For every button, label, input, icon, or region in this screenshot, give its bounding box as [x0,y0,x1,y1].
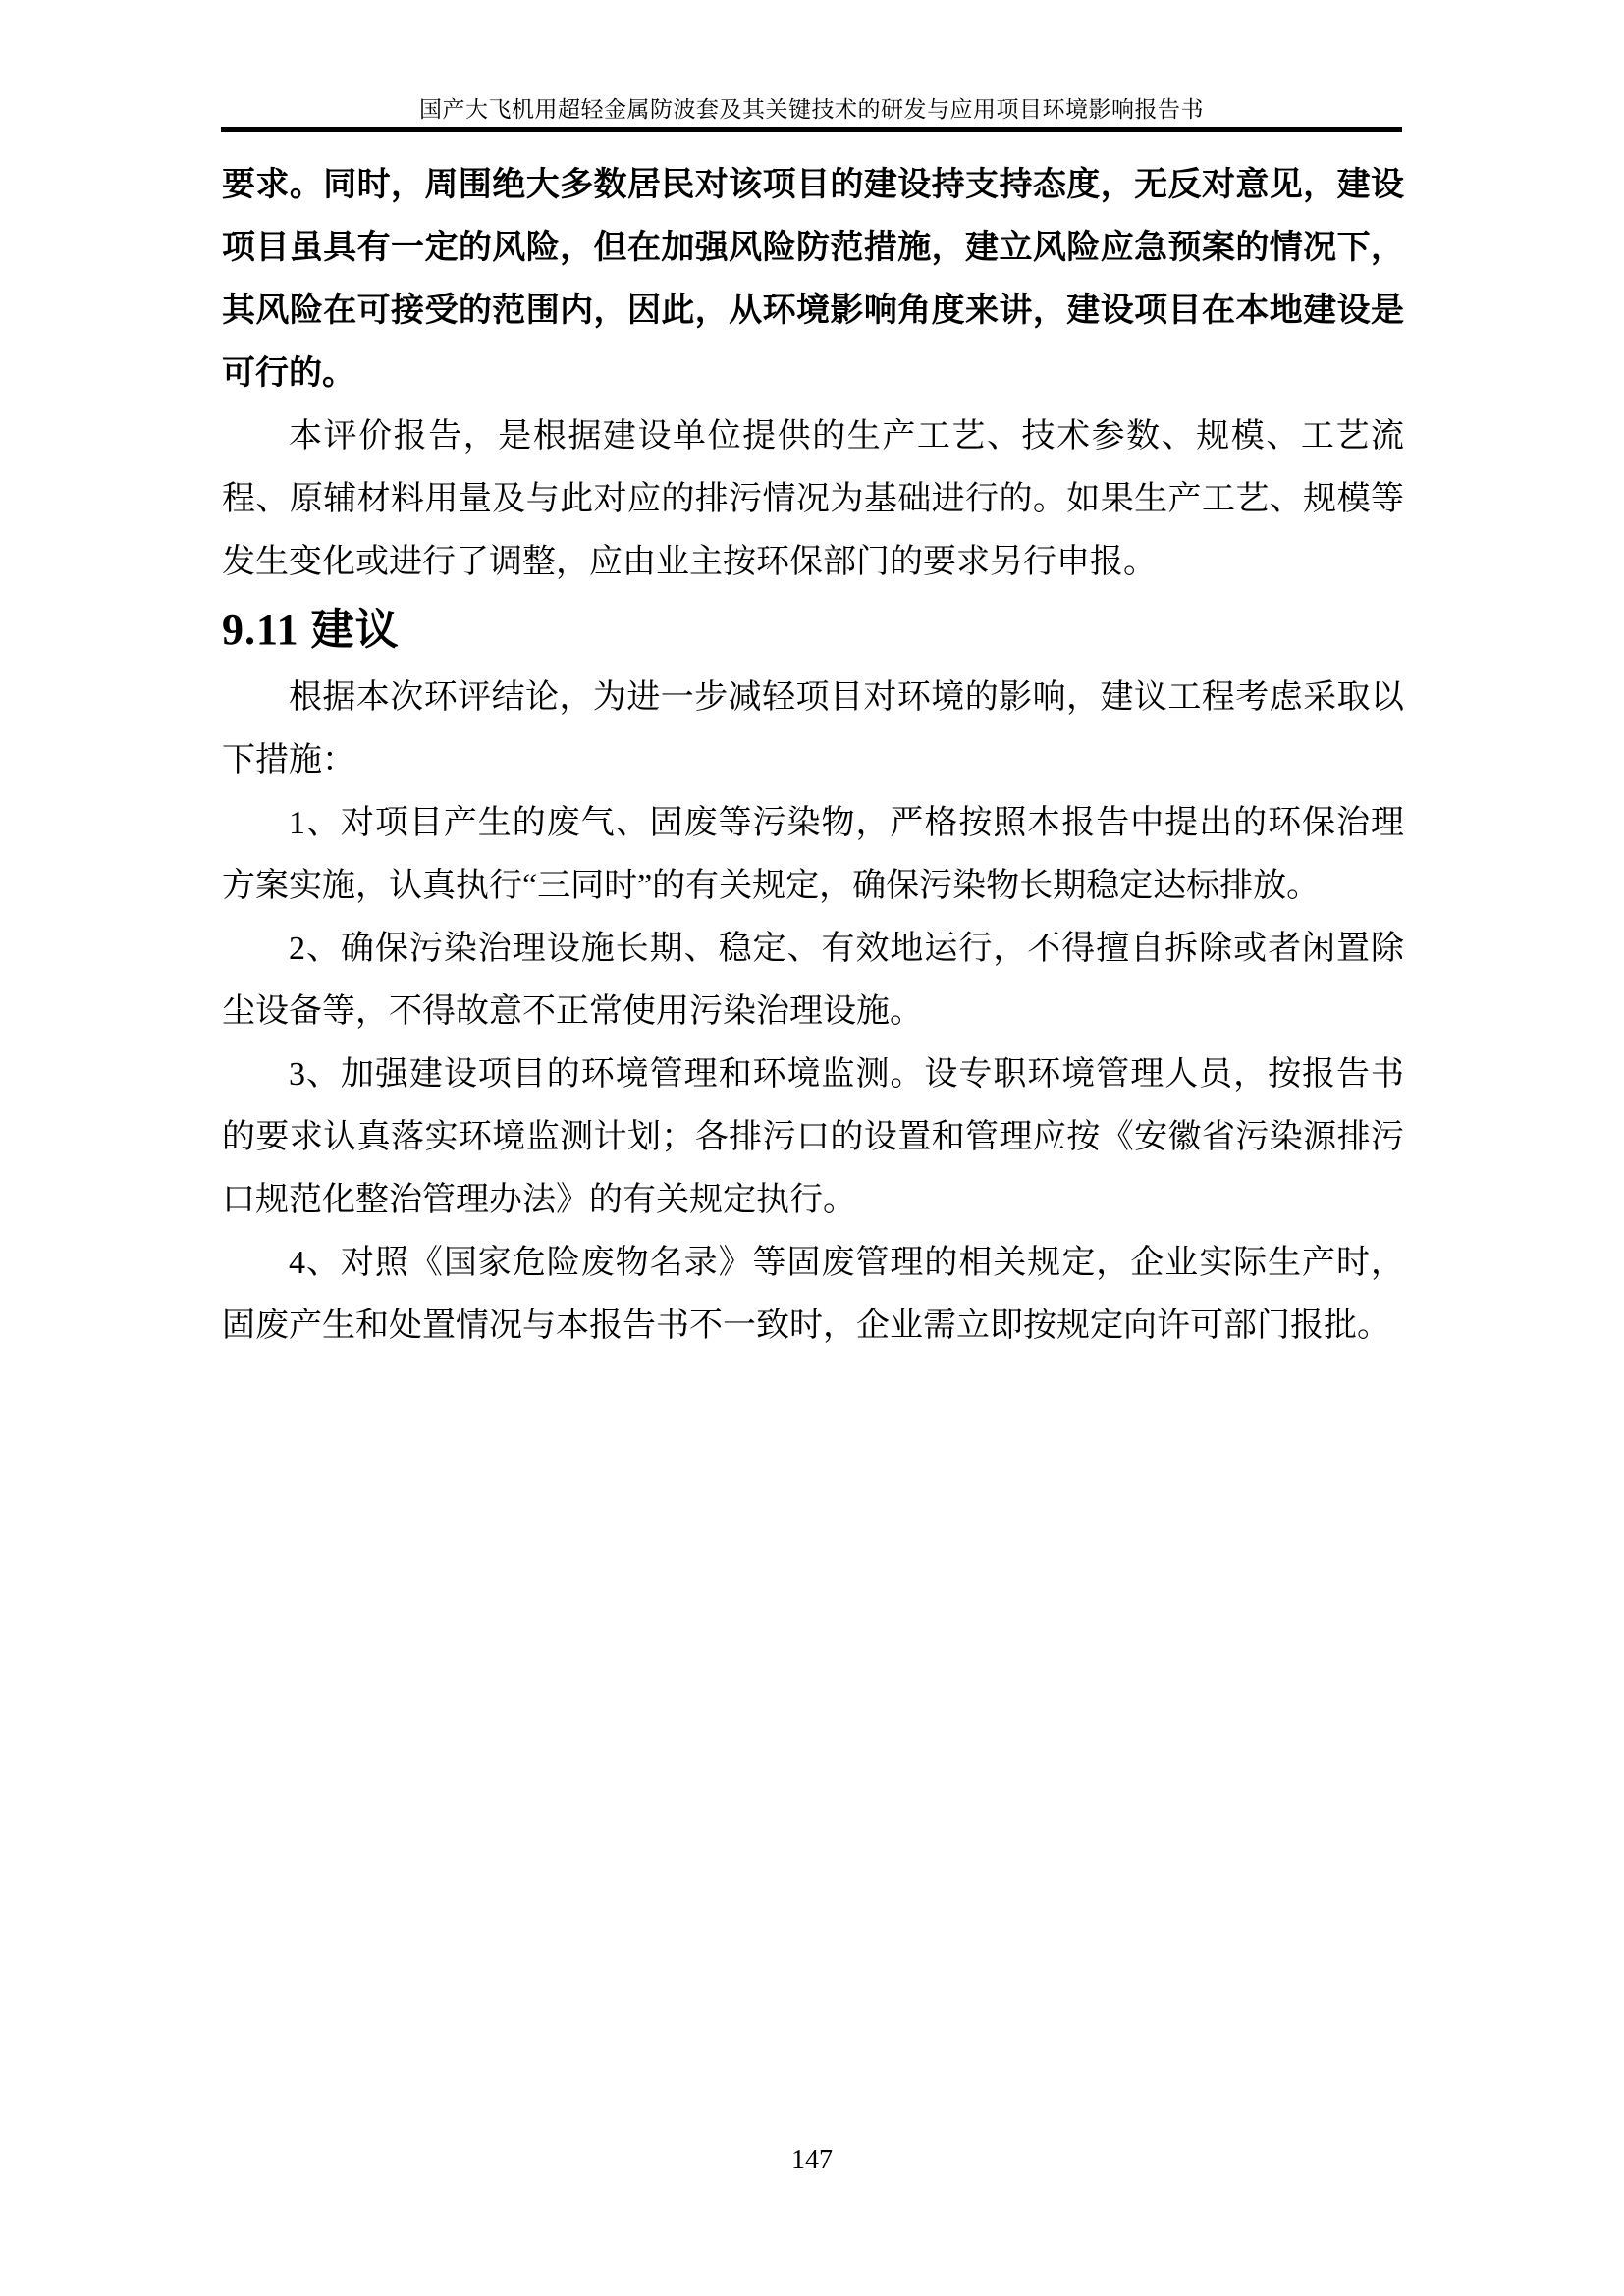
section-heading-9-11: 9.11 建议 [222,606,400,654]
header-title: 国产大飞机用超轻金属防波套及其关键技术的研发与应用项目环境影响报告书 [419,97,1204,122]
suggestion-item-2: 2、确保污染治理设施长期、稳定、有效地运行，不得擅自拆除或者闲置除尘设备等，不得故意不正常使用污染治理设施。 [222,931,1404,1030]
suggestion-item-4: 4、对照《国家危险废物名录》等固废管理的相关规定，企业实际生产时，固废产生和处置情况与本报告书不一致时，企业需立即按规定向许可部门报批。 [222,1245,1404,1344]
paragraph-suggestion-intro: 根据本次环评结论，为进一步减轻项目对环境的影响，建议工程考虑采取以下措施： [222,679,1404,778]
suggestion-item-3: 3、加强建设项目的环境管理和环境监测。设专职环境管理人员，按报告书的要求认真落实环境监测计划；各排污口的设置和管理应按《安徽省污染源排污口规范化整治管理办法》的有关规定执行。 [222,1056,1404,1218]
page-header [221,95,1402,132]
document-body [222,154,1404,1358]
page-number: 147 [791,2145,833,2175]
suggestion-item-1: 1、对项目产生的废气、固废等污染物，严格按照本报告中提出的环保治理方案实施，认真执行“三同时”的有关规定，确保污染物长期稳定达标排放。 [222,805,1404,904]
paragraph-conclusion-continuation: 要求。同时，周围绝大多数居民对该项目的建设持支持态度，无反对意见，建设项目虽具有一定的风险，但在加强风险防范措施，建立风险应急预案的情况下，其风险在可接受的范围内，因此，从环境影响角度来讲，建设项目在本地建设是可行的。 [222,167,1404,392]
paragraph-report-basis: 本评价报告，是根据建设单位提供的生产工艺、技术参数、规模、工艺流程、原辅材料用量及与此对应的排污情况为基础进行的。如果生产工艺、规模等发生变化或进行了调整，应由业主按环保部门的要求另行申报。 [222,418,1404,580]
